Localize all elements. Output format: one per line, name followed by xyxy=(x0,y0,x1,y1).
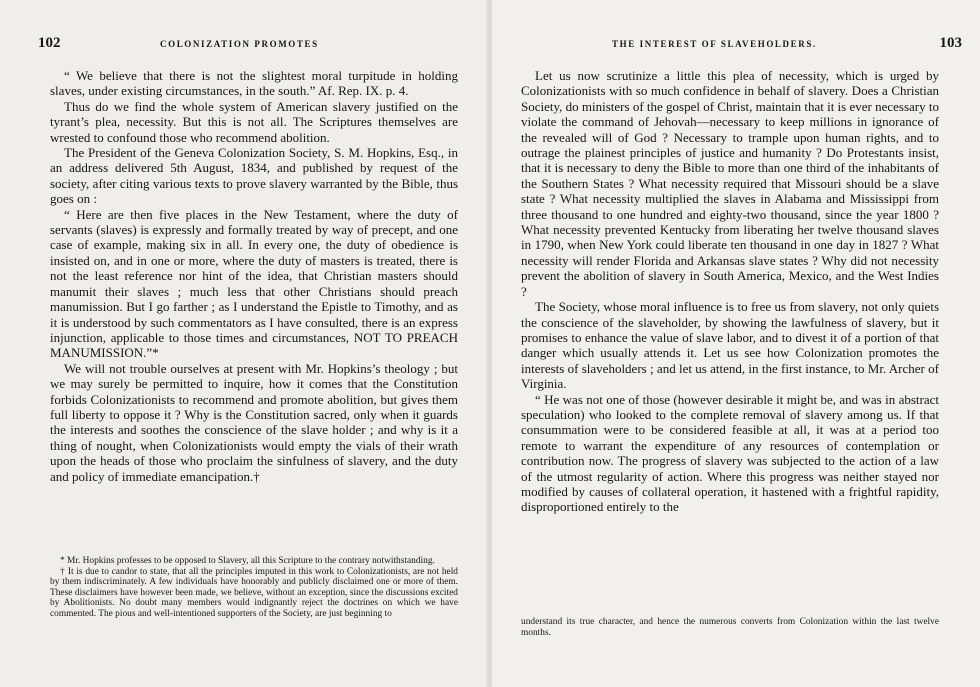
right-running-title: THE INTEREST OF SLAVEHOLDERS. xyxy=(612,39,817,49)
right-page-header xyxy=(522,35,962,56)
paragraph: Let us now scrutinize a little this plea of necessity, which is urged by Colonizationists with so much confidence in behalf of slavery. Does a Christian Society, do ministers of the gospel of Christ, maintain that it is ever necessary to violate the command of Jehovah—necessary to keep millions in ignorance of the revealed will of God ? Necessary to trample upon human rights, and to outrage the plainest principles of justice and humanity ? Do Protestants insist, that it is necessary to deny the Bible to more than one third of the inhabitants of the Southern States ? What necessity required that Missouri should be a slave state ? What necessity multiplied the slaves in Alabama and Mississippi from three thousand to one hundred and eighty-two thousand, since the year 1800 ? What necessity prevented Kentucky from liberating her twelve thousand slaves in 1790, when New York could liberate ten thousand in one day in 1827 ? What necessity will render Florida and Arkansas slave states ? Why did not necessity prevent the abolition of slavery in South America, Mexico, and the West Indies ? xyxy=(521,68,939,299)
footnote: understand its true character, and hence the numerous converts from Colonization within the last twelve months. xyxy=(521,617,939,638)
left-running-title: COLONIZATION PROMOTES xyxy=(160,39,319,49)
footnote: † It is due to candor to state, that all the principles imputed in this work to Colonizationists, are not held by them indiscriminately. A few individuals have honorably and publicly disclaimed one or more of them. These disclaimers have however been made, we believe, without an exception, since the discussions excited by Abolitionists. No doubt many members would indignantly reject the doctrines on which we have commented. The pious and well-intentioned supporters of the Society, are just beginning to xyxy=(50,566,458,619)
right-page-body xyxy=(521,68,939,515)
paragraph: We will not trouble ourselves at present with Mr. Hopkins’s theology ; but we may surely be permitted to inquire, how it comes that the Constitution forbids Colonizationists to recommend and promote abolition, but gives them full liberty to oppose it ? Why is the Constitution sacred, only when it guards the interests and soothes the conscience of the slave holder ; and why is it a thing of nought, when Colonizationists would empty the vials of their wrath upon the heads of those who proclaim the sinfulness of slavery, and the duty and policy of immediate emancipation.† xyxy=(50,360,458,484)
right-page xyxy=(492,0,980,687)
left-footnotes xyxy=(50,556,458,620)
paragraph: Thus do we find the whole system of American slavery justified on the tyrant’s plea, necessity. But this is not all. The Scriptures themselves are wrested to confound those who recommend abolition. xyxy=(50,98,458,145)
right-footnotes xyxy=(521,617,939,638)
left-page-header xyxy=(38,35,458,56)
footnote: * Mr. Hopkins professes to be opposed to Slavery, all this Scripture to the contrary notwithstanding. xyxy=(60,556,435,566)
left-page-body xyxy=(50,68,458,484)
paragraph: “ We believe that there is not the slightest moral turpitude in holding slaves, under existing circumstances, in the south.” Af. Rep. IX. p. 4. xyxy=(50,68,458,99)
right-page-number: 103 xyxy=(939,35,962,51)
paragraph: “ He was not one of those (however desirable it might be, and was in abstract speculation) who looked to the complete removal of slavery among us. If that consummation were to be considered feasible at all, it was at a period too remote to warrant the expenditure of any resources of contemplation or contribution now. The progress of slavery was subjected to the action of a law of the utmost regularity of action. Where this progress was neither stayed nor modified by causes of collateral operation, it hastened with a frightful rapidity, disproportioned entirely to the xyxy=(521,391,939,515)
paragraph: The Society, whose moral influence is to free us from slavery, not only quiets the conscience of the slaveholder, by showing the lawfulness of slavery, but it promises to enhance the value of slave labor, and to divest it of a portion of that danger which usually attends it. Let us see how Colonization promotes the interests of slaveholders ; and let us attend, in the first instance, to Mr. Archer of Virginia. xyxy=(521,299,939,392)
left-page xyxy=(0,0,488,687)
paragraph: “ Here are then five places in the New Testament, where the duty of servants (slaves) is expressly and formally treated by way of precept, and one case of example, making six in all. In every one, the duty of obedience is insisted on, and in one or more, where the duty of masters is treated, there is not the least reference nor hint of the idea, that Christian masters should manumit their slaves ; much less that other Christians should preach manumission. But I go farther ; as I understand the Epistle to Timothy, and as it is understood by such commentators as I have consulted, there is an express injunction, applicable to those times and circumstances, NOT TO PREACH MANUMISSION.”* xyxy=(50,206,458,361)
left-page-number: 102 xyxy=(38,35,61,51)
paragraph: The President of the Geneva Colonization Society, S. M. Hopkins, Esq., in an address delivered 5th August, 1834, and published by request of the society, after citing various texts to prove slavery warranted by the Bible, thus goes on : xyxy=(50,145,458,207)
